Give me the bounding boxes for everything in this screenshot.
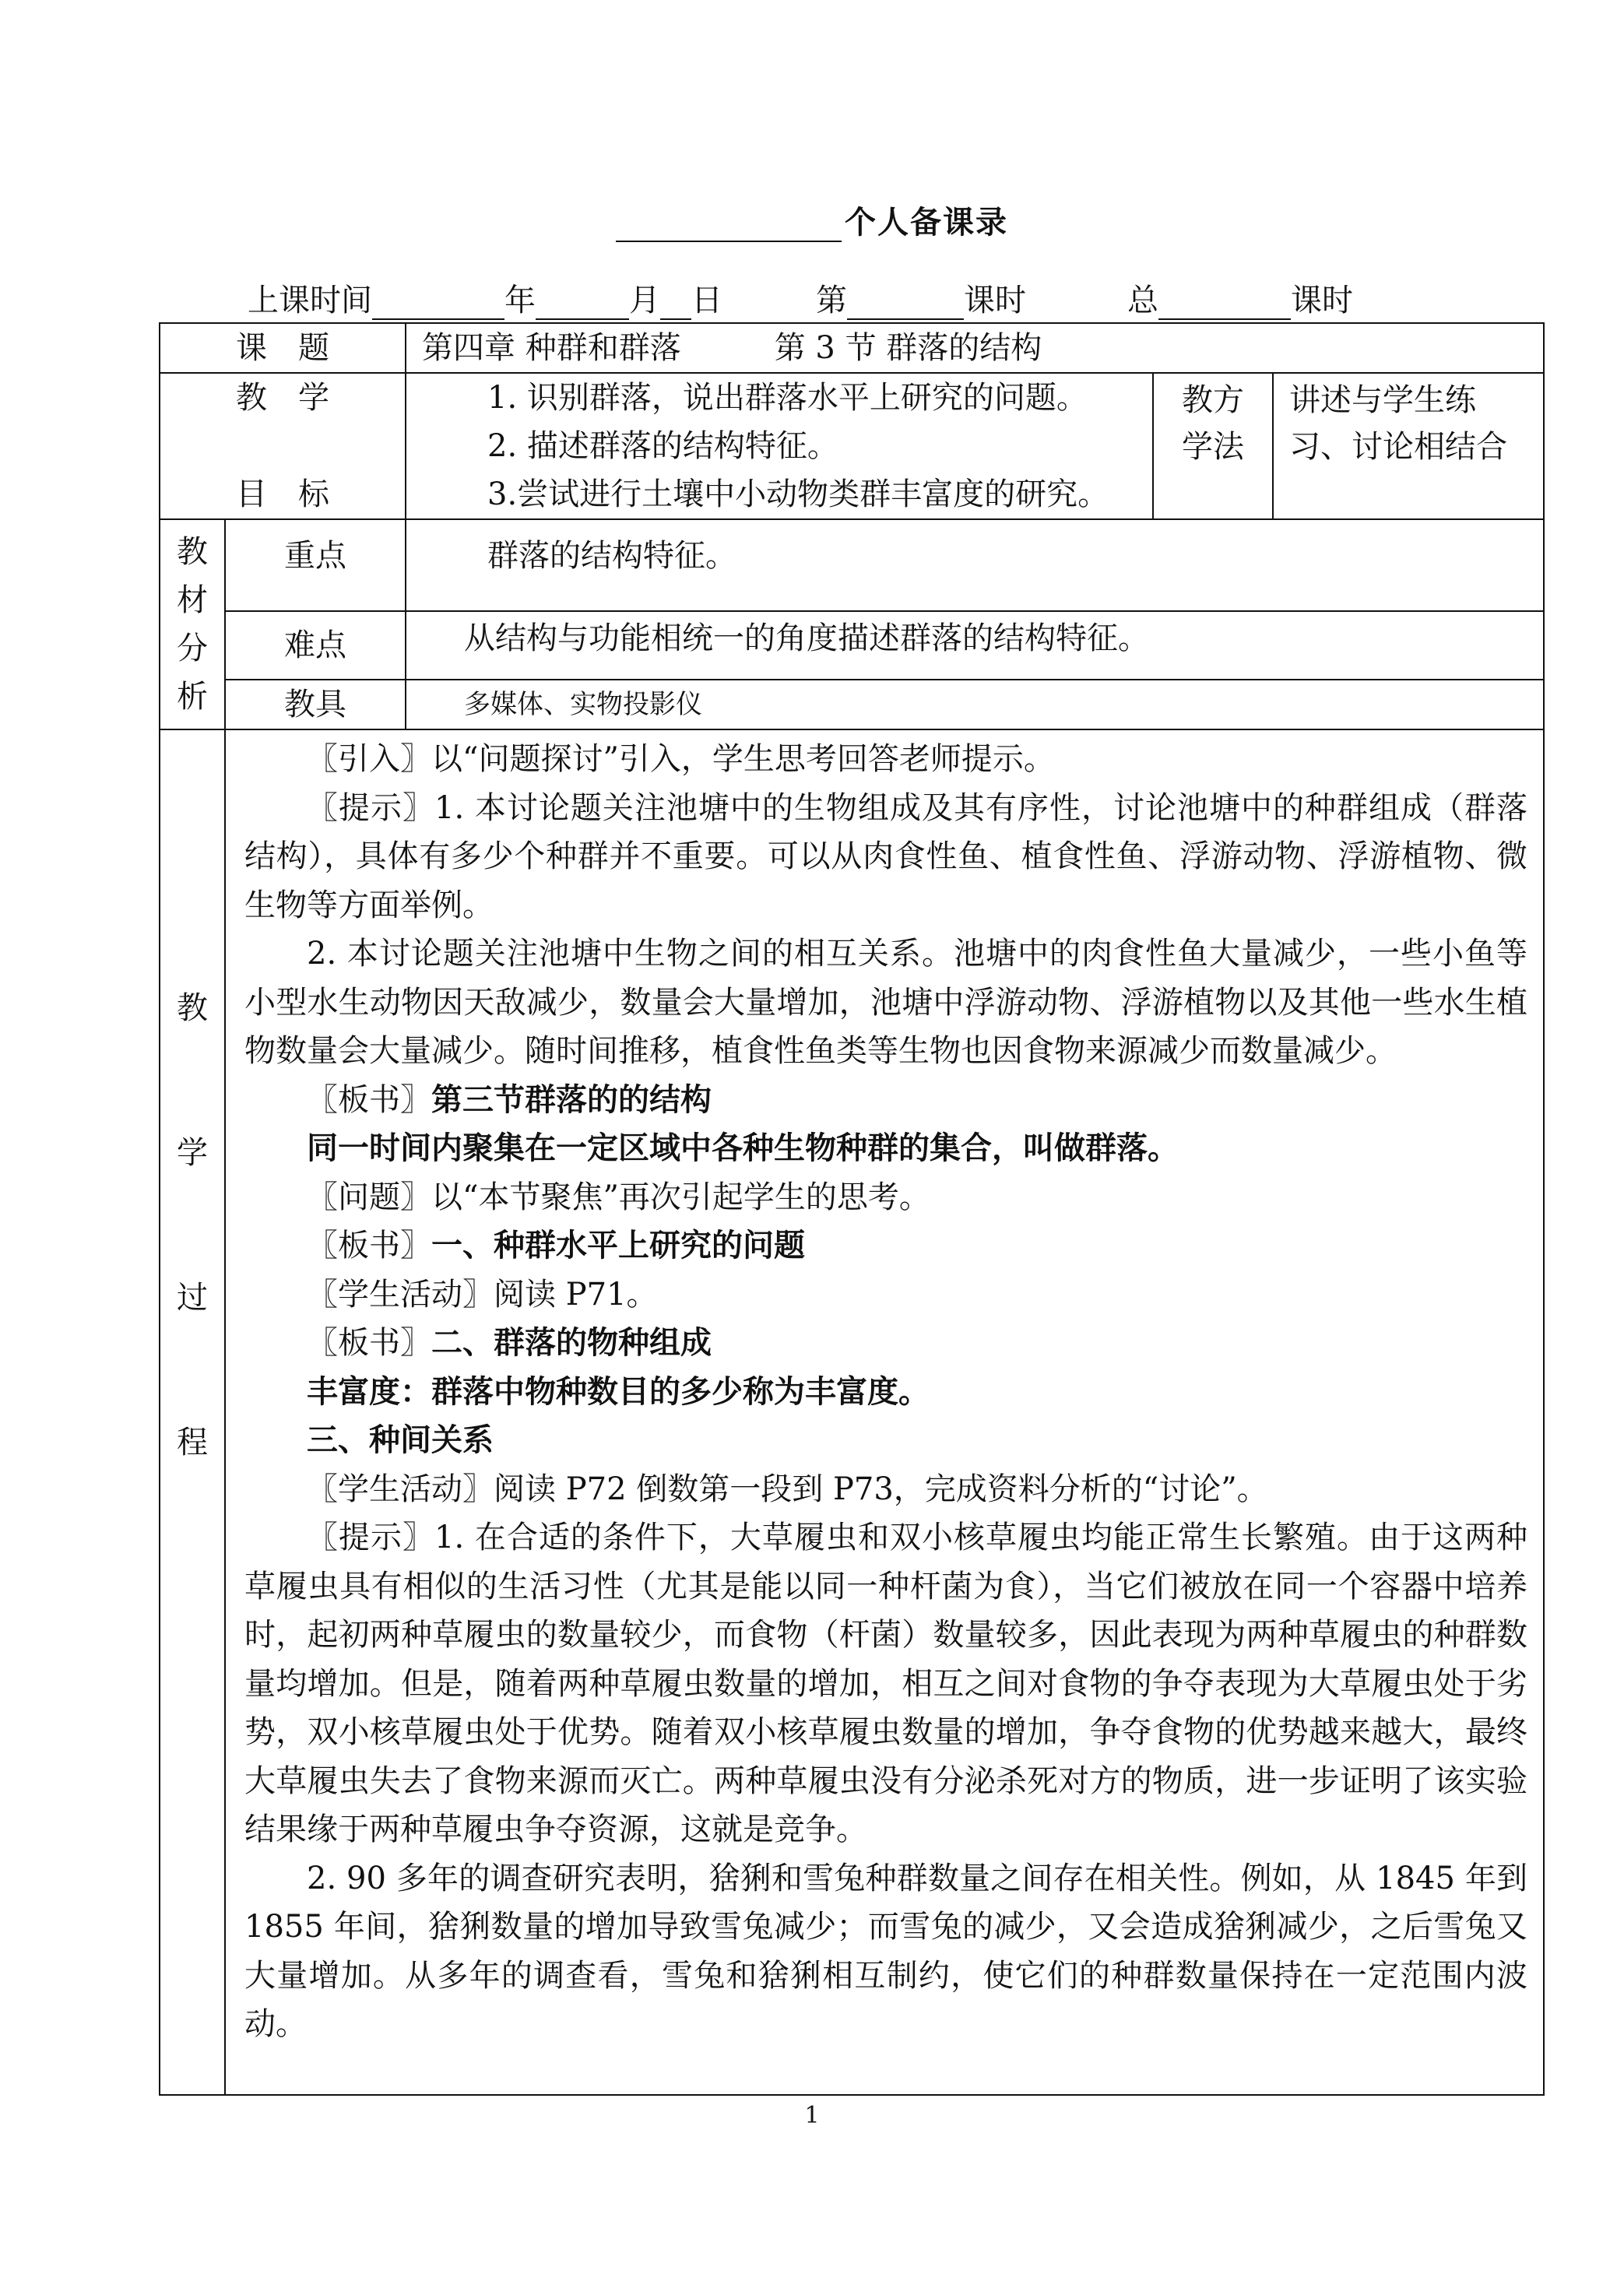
tools-value: 多媒体、实物投影仪 xyxy=(406,680,1544,729)
key-value: 群落的结构特征。 xyxy=(406,519,1544,611)
process-paragraph: 〖板书〗一、种群水平上研究的问题 xyxy=(307,1227,805,1263)
tools-label: 教具 xyxy=(225,680,406,729)
analysis-label: 教 材 分 析 xyxy=(160,519,225,729)
goal-item: 2. 描述群落的结构特征。 xyxy=(487,428,838,464)
process-paragraph: 2. 本讨论题关注池塘中生物之间的相互关系。池塘中的肉食性鱼大量减少，一些小鱼等小型水生动物因天敌减少，数量会大量增加，池塘中浮游动物、浮游植物以及其他一些水生植物数量会大量减少。随时间推移，植食性鱼类等生物也因食物来源减少而数量减少。 xyxy=(244,936,1528,1069)
process-paragraph: 〖提示〗1. 本讨论题关注池塘中的生物组成及其有序性，讨论池塘中的种群组成（群落结构），具体有多少个种群并不重要。可以从肉食性鱼、植食性鱼、浮游动物、浮游植物、微生物等方面举例。 xyxy=(244,789,1528,923)
process-paragraph: 三、种间关系 xyxy=(307,1422,494,1458)
process-paragraph: 〖引入〗以“问题探讨”引入，学生思考回答老师提示。 xyxy=(307,741,1055,777)
process-content xyxy=(225,729,1544,2095)
process-paragraph: 〖问题〗以“本节聚焦”再次引起学生的思考。 xyxy=(307,1179,930,1215)
process-paragraph: 〖学生活动〗阅读 P71。 xyxy=(307,1276,658,1313)
period-blank xyxy=(847,289,964,320)
method-label: 教方 学法 xyxy=(1153,373,1273,519)
goals-row xyxy=(160,373,1544,519)
goals-label: 教 学 目 标 xyxy=(160,373,406,519)
key-label: 重点 xyxy=(225,519,406,611)
schedule-line: 上课时间 年 月 日 第 课时 总 课时 xyxy=(248,283,1353,318)
page-number: 1 xyxy=(804,2102,820,2129)
difficulty-value: 从结构与功能相统一的角度描述群落的结构特征。 xyxy=(406,611,1544,680)
lesson-plan-table xyxy=(159,322,1545,2096)
topic-label: 课 题 xyxy=(160,323,406,373)
process-paragraph: 〖提示〗1. 在合适的条件下，大草履虫和双小核草履虫均能正常生长繁殖。由于这两种草履虫具有相似的生活习性（尤其是能以同一种杆菌为食），当它们被放在同一个容器中培养时，起初两种草履虫的数量较少，而食物（杆菌）数量较多，因此表现为两种草履虫的种群数量均增加。但是，随着两种草履虫数量的增加，相互之间对食物的争夺表现为大草履虫处于劣势，双小核草履虫处于优势。随着双小核草履虫数量的增加，争夺食物的优势越来越大，最终大草履虫失去了食物来源而灭亡。两种草履虫没有分泌杀死对方的物质，进一步证明了该实验结果缘于两种草履虫争夺资源，这就是竞争。 xyxy=(244,1520,1528,1847)
goal-item: 3.尝试进行土壤中小动物类群丰富度的研究。 xyxy=(487,476,1109,512)
title-blank xyxy=(616,213,842,242)
month-blank xyxy=(536,289,629,320)
method-value: 讲述与学生练 习、讨论相结合 xyxy=(1273,373,1544,519)
process-paragraph: 〖学生活动〗阅读 P72 倒数第一段到 P73，完成资料分析的“讨论”。 xyxy=(307,1471,1268,1507)
process-paragraph: 〖板书〗第三节群落的的结构 xyxy=(307,1081,712,1118)
topic-value: 第四章 种群和群落 第 3 节 群落的结构 xyxy=(406,323,1544,373)
goal-item: 1. 识别群落，说出群落水平上研究的问题。 xyxy=(487,380,1088,416)
tools-row xyxy=(160,680,1544,729)
topic-row xyxy=(160,323,1544,373)
goals-list xyxy=(406,373,1153,519)
difficulty-row xyxy=(160,611,1544,680)
process-paragraph: 2. 90 多年的调查研究表明，猞猁和雪兔种群数量之间存在相关性。例如，从 1845 年到 1855 年间，猞猁数量的增加导致雪兔减少；而雪兔的减少，又会造成猞猁减少，之后雪兔又大量增加。从多年的调查看，雪兔和猞猁相互制约，使它们的种群数量保持在一定范围内波动。 xyxy=(244,1860,1528,2042)
difficulty-label: 难点 xyxy=(225,611,406,680)
total-blank xyxy=(1158,289,1291,320)
day-blank xyxy=(660,289,691,320)
process-label: 教 学 过 程 xyxy=(160,729,225,2095)
process-row xyxy=(160,729,1544,2095)
key-row xyxy=(160,519,1544,611)
process-paragraph: 同一时间内聚集在一定区域中各种生物种群的集合，叫做群落。 xyxy=(307,1130,1179,1166)
year-blank xyxy=(372,289,504,320)
process-paragraph: 丰富度：群落中物种数目的多少称为丰富度。 xyxy=(307,1372,930,1410)
page-title: 个人备课录 xyxy=(0,198,1624,242)
process-paragraph: 〖板书〗二、群落的物种组成 xyxy=(307,1324,712,1361)
